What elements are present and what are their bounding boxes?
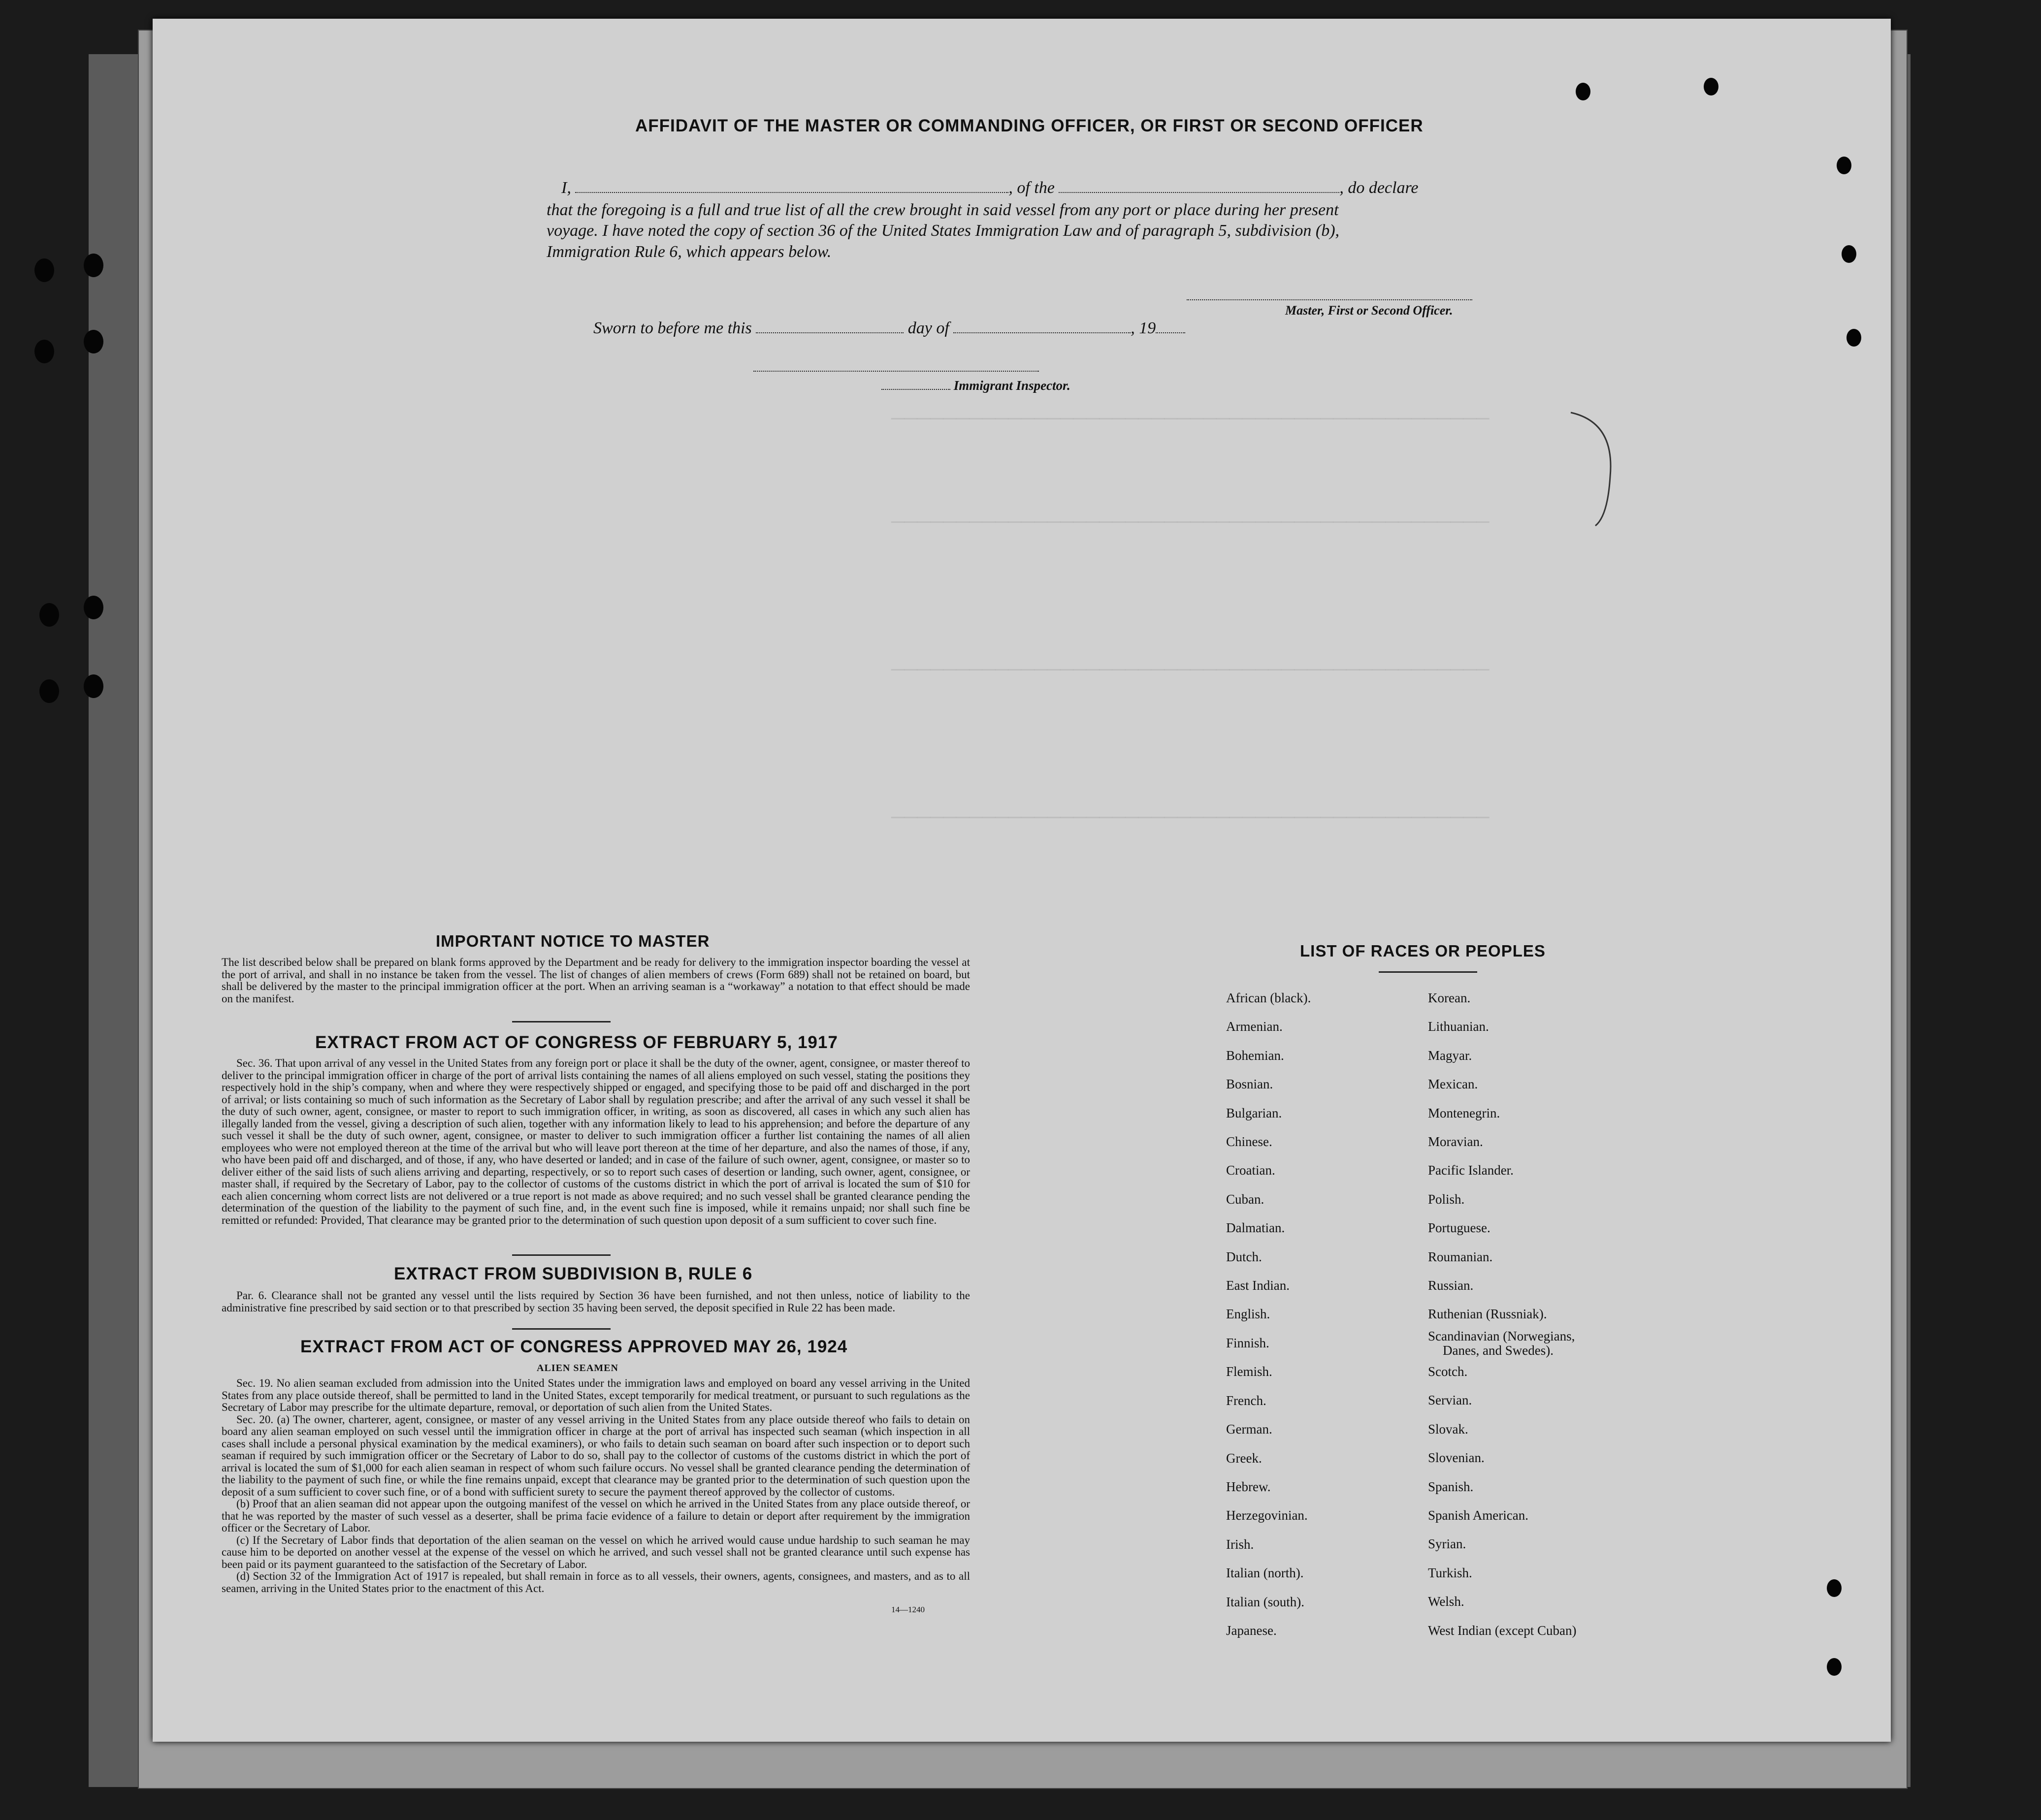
race-item: Cuban.	[1226, 1191, 1264, 1207]
extract-1924-paragraph: Sec. 20. (a) The owner, charterer, agent, consignee, or master of any vessel arriving in the United States from any place outside thereof who fails to detain on board any alien seaman employed on such vessel until the immigration officer in charge at the port of arrival has inspected such seaman (which inspection in all cases shall include a personal physical examination by the medical examiners), or who fails to detain such seaman on board after such inspection or to deport such seaman if required by such immigration officer or the Secretary of Labor to do so, shall pay to the collector of customs of the customs district in which the port of arrival is located the sum of $1,000 for each alien seaman in respect of whom such failure occurs. No vessel shall be granted clearance pending the determination of the liability to the payment of such fine, or while the fine remains unpaid, except that clearance may be granted prior to the determination of such question upon the deposit of a sum sufficient to cover such fine, or of a bond with sufficient surety to secure the payment thereof approved by the collector of customs.	[222, 1413, 970, 1498]
binder-hole	[84, 330, 103, 353]
race-item: Danes, and Swedes).	[1443, 1342, 1554, 1358]
race-item: Turkish.	[1428, 1565, 1472, 1580]
affidavit-do-declare: , do declare	[1339, 179, 1419, 197]
binder-hole	[1847, 329, 1861, 347]
bleed-through: ──────────────────────────────────────────────	[891, 408, 1490, 432]
race-item: Portuguese.	[1428, 1220, 1490, 1236]
binder-hole	[1842, 245, 1856, 263]
extract-1917-text	[222, 1057, 970, 1226]
binder-hole	[1837, 157, 1851, 174]
rule6-title: EXTRACT FROM SUBDIVISION B, RULE 6	[394, 1264, 753, 1283]
master-signature-field[interactable]	[1187, 299, 1472, 300]
race-item: Bosnian.	[1226, 1077, 1273, 1092]
race-item: Croatian.	[1226, 1163, 1275, 1178]
race-item: Servian.	[1428, 1393, 1472, 1408]
affidavit-text-line: voyage. I have noted the copy of section 36 of the United States Immigration Law and of paragraph 5, subdivision (b),	[547, 222, 1340, 240]
divider	[512, 1254, 611, 1256]
race-item: German.	[1226, 1422, 1272, 1437]
race-item: Flemish.	[1226, 1364, 1272, 1379]
sworn-year-field[interactable]	[1156, 332, 1185, 333]
race-item: Greek.	[1226, 1450, 1262, 1466]
race-item: Moravian.	[1428, 1134, 1483, 1149]
affidavit-i-label: I,	[561, 179, 571, 197]
race-item: Armenian.	[1226, 1019, 1283, 1034]
binder-hole	[84, 596, 103, 619]
binder-hole	[34, 258, 54, 282]
extract-1917-title: EXTRACT FROM ACT OF CONGRESS OF FEBRUARY 5, 1917	[315, 1033, 838, 1052]
extract-1924-text	[222, 1377, 970, 1595]
race-item: Bohemian.	[1226, 1048, 1284, 1063]
sworn-day-field[interactable]	[756, 332, 904, 333]
race-item: Montenegrin.	[1428, 1105, 1500, 1120]
inspector-signature-field[interactable]	[753, 371, 1039, 372]
extract-1924-paragraph: (c) If the Secretary of Labor finds that deportation of the alien seaman on the vessel on which he arrived would cause undue hardship to such seaman he may cause him to be deported on another vessel at the expense of the vessel on which he arrived, and such vessel shall not be granted clearance until such expense has been paid or its payment guaranteed to the satisfaction of the Secretary of Labor.	[222, 1533, 970, 1570]
race-item: East Indian.	[1226, 1278, 1290, 1293]
sworn-line	[593, 319, 1185, 338]
divider	[512, 1021, 611, 1022]
race-item: Dutch.	[1226, 1249, 1262, 1264]
race-item: Polish.	[1428, 1191, 1465, 1207]
races-left-column	[1226, 984, 1311, 1645]
binder-hole	[34, 340, 54, 363]
sworn-label: Sworn to before me this	[593, 319, 752, 337]
race-item: Magyar.	[1428, 1048, 1472, 1063]
race-item: Japanese.	[1226, 1623, 1277, 1638]
affidavit-title: AFFIDAVIT OF THE MASTER OR COMMANDING OFFICER, OR FIRST OR SECOND OFFICER	[635, 116, 1424, 135]
extract-1924-paragraph: (b) Proof that an alien seaman did not appear upon the outgoing manifest of the vessel on which he arrived in the United States from any place outside thereof, or that he was reported by the master of such vessel as a deserter, shall be prima facie evidence of a failure to detain or deport after requirement by the immigration officer or the Secretary of Labor.	[222, 1498, 970, 1534]
binder-hole	[39, 679, 59, 703]
year-label: , 19	[1131, 319, 1156, 337]
divider	[1379, 971, 1477, 973]
race-item: Ruthenian (Russniak).	[1428, 1307, 1547, 1322]
day-of-label: day of	[907, 319, 949, 337]
race-item: Italian (north).	[1226, 1565, 1304, 1581]
races-title: LIST OF RACES OR PEOPLES	[1300, 942, 1546, 960]
extract-1924-title: EXTRACT FROM ACT OF CONGRESS APPROVED MAY 26, 1924	[300, 1337, 848, 1356]
bleed-through: ──────────────────────────────────────────────	[891, 511, 1490, 536]
inspector-label	[881, 378, 1070, 393]
binder-hole	[39, 603, 59, 627]
bleed-through: ──────────────────────────────────────────────	[891, 806, 1490, 831]
race-item: Herzegovinian.	[1226, 1508, 1308, 1523]
race-item: Irish.	[1226, 1536, 1254, 1552]
race-item: Finnish.	[1226, 1335, 1269, 1350]
inspector-label-text: Immigrant Inspector.	[953, 378, 1070, 393]
race-item: Korean.	[1428, 990, 1471, 1005]
race-item: Hebrew.	[1226, 1479, 1271, 1494]
race-item: Scotch.	[1428, 1364, 1468, 1379]
binder-hole	[1704, 78, 1718, 96]
race-item: Slovak.	[1428, 1421, 1468, 1437]
race-item: Welsh.	[1428, 1594, 1464, 1609]
race-item: Pacific Islander.	[1428, 1163, 1514, 1178]
notice-title: IMPORTANT NOTICE TO MASTER	[436, 932, 710, 950]
form-sheet	[153, 19, 1891, 1742]
binder-hole	[84, 254, 103, 277]
race-item: African (black).	[1226, 990, 1311, 1005]
race-item: Chinese.	[1226, 1134, 1272, 1149]
sworn-month-field[interactable]	[953, 332, 1131, 333]
races-right-column	[1428, 984, 1576, 1645]
race-item: Mexican.	[1428, 1077, 1478, 1092]
binder-hole	[1827, 1658, 1842, 1676]
race-item: French.	[1226, 1393, 1266, 1408]
race-item: Bulgarian.	[1226, 1105, 1282, 1120]
race-item: Spanish American.	[1428, 1507, 1528, 1523]
extract-1924-subtitle: ALIEN SEAMEN	[537, 1363, 618, 1373]
affidavit-declaration-line	[561, 179, 1674, 197]
divider	[512, 1328, 611, 1330]
rule6-text	[222, 1290, 970, 1314]
race-item: Slovenian.	[1428, 1450, 1485, 1466]
binder-hole	[84, 674, 103, 698]
binder-hole	[1827, 1579, 1842, 1597]
race-item: English.	[1226, 1307, 1270, 1322]
race-item: Syrian.	[1428, 1536, 1466, 1552]
race-item: Lithuanian.	[1428, 1019, 1489, 1034]
vessel-name-field[interactable]	[1059, 192, 1339, 193]
race-item: Russian.	[1428, 1278, 1474, 1293]
extract-1924-paragraph: Sec. 19. No alien seaman excluded from admission into the United States under the immigration laws and employed on board any vessel arriving in the United States from any place outside thereof, shall be permitted to land in the United States, except temporarily for medical treatment, or pursuant to such regulations as the Secretary of Labor may prescribe for the ultimate departure, removal, or deportation of such alien from the United States.	[222, 1377, 970, 1413]
master-name-field[interactable]	[575, 192, 1008, 193]
rule6-paragraph: Par. 6. Clearance shall not be granted any vessel until the lists required by Section 36 have been furnished, and not then unless, notice of liability to the administrative fine prescribed by said section or to that prescribed by section 35 having been served, the deposit specified in Rule 22 has been made.	[222, 1289, 970, 1314]
race-item: West Indian (except Cuban)	[1428, 1623, 1577, 1638]
bleed-through: ──────────────────────────────────────────────	[891, 659, 1490, 683]
race-item: Scandinavian (Norwegians,	[1428, 1328, 1575, 1343]
race-item: Spanish.	[1428, 1479, 1474, 1494]
race-item: Italian (south).	[1226, 1594, 1304, 1609]
affidavit-text-line: that the foregoing is a full and true list of all the crew brought in said vessel from any port or place during her present	[547, 201, 1339, 219]
binder-hole	[1576, 83, 1590, 100]
extract-1924-paragraph: (d) Section 32 of the Immigration Act of 1917 is repealed, but shall remain in force as to all vessels, their owners, agents, consignees, and masters, and as to all seamen, arriving in the United States prior to the enactment of this Act.	[222, 1570, 970, 1595]
master-signature-label: Master, First or Second Officer.	[1285, 303, 1453, 318]
pencil-mark	[1561, 403, 1620, 531]
race-item: Roumanian.	[1428, 1249, 1493, 1264]
race-item: Dalmatian.	[1226, 1220, 1285, 1236]
inspector-dots	[881, 389, 950, 390]
affidavit-of-the: , of the	[1008, 179, 1055, 197]
form-number: 14—1240	[891, 1605, 925, 1614]
extract-1917-paragraph: Sec. 36. That upon arrival of any vessel in the United States from any foreign port or place it shall be the duty of the owner, agent, consignee, or master thereof to deliver to the principal immigration officer in charge of the port of arrival lists containing the names of all aliens employed on such vessel, stating the positions they respectively hold in the ship’s company, when and where they were respectively shipped or engaged, and specifying those to be paid off and discharged in the port of arrival; or lists containing so much of such information as the Secretary of Labor shall by regulation prescribe; and after the arrival of any such vessel it shall be the duty of such owner, agent, consignee, or master to report to such immigration officer, in writing, as soon as discovered, all cases in which any such alien has illegally landed from the vessel, giving a description of such alien, together with any information likely to lead to his apprehension; and before the departure of any such vessel it shall be the duty of such owner, agent, consignee, or master to deliver to such immigration officer a further list containing the names of all alien employees who were not employed thereon at the time of the arrival but who will leave port thereon at the time of her departure, and also the names of those, if any, who have been paid off and discharged, and of those, if any, who have deserted or landed; and in case of the failure of such owner, agent, consignee, or master so to deliver either of the said lists of such aliens arriving and departing, respectively, or so to report such cases of desertion or landing, such owner, agent, consignee, or master shall, if required by the Secretary of Labor, pay to the collector of customs of the customs district in which the port of arrival is located the sum of $10 for each alien concerning whom correct lists are not delivered or a true report is not made as above required; and no such vessel shall be granted clearance pending the determination of the question of the liability to the payment of such fine, and, in the event such fine is imposed, while it remains unpaid; nor shall such fine be remitted or refunded: Provided, That clearance may be granted prior to the determination of such question upon deposit of a sum sufficient to cover such fine.	[222, 1057, 970, 1226]
notice-text: The list described below shall be prepared on blank forms approved by the Department and be ready for delivery to the immigration inspector boarding the vessel at the port of arrival, and shall in no instance be taken from the vessel. The list of changes of alien members of crews (Form 689) shall not be retained on board, but shall be delivered by the master to the principal immigration officer at the port. When an arriving seaman is a “workaway” a notation to that effect should be made on the manifest.	[222, 956, 970, 1005]
affidavit-text-line: Immigration Rule 6, which appears below.	[547, 243, 832, 261]
